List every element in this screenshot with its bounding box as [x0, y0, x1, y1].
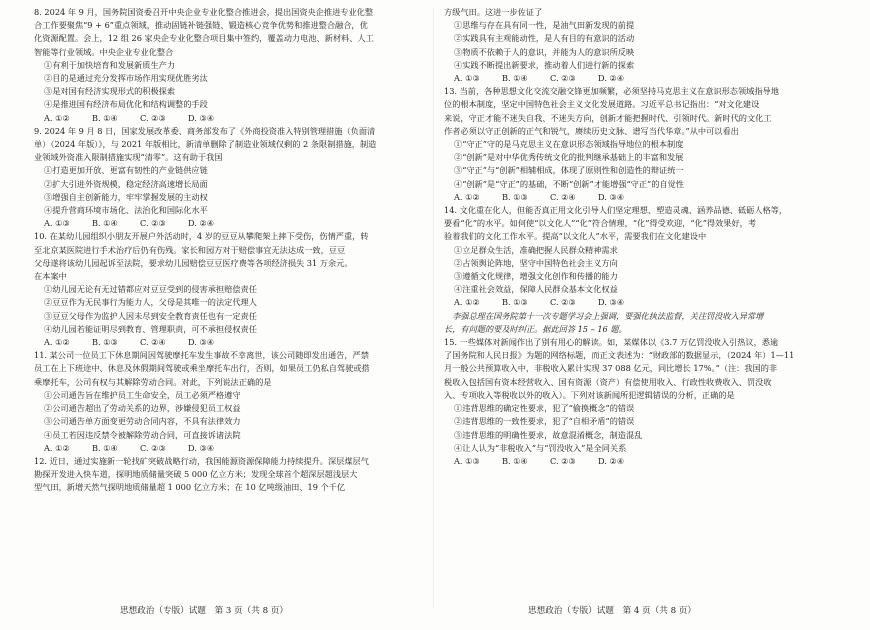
text-line: 13. 当前，各种思想文化交流交融交锋更加频繁，必须坚持马克思主义在意识形态领域指导地	[444, 86, 779, 97]
answer-choices	[444, 296, 836, 309]
text-line: 化资源配置。会上，12 组 26 家央企专业化整合项目集中签约，覆盖动力电池、新材料、人工	[34, 33, 374, 44]
answer-choice: A. ①③	[44, 218, 70, 229]
option-line: ④员工若因违反禁令被解除劳动合同，可直接诉诸法院	[44, 429, 241, 440]
option-line: ③遵循文化规律，增强文化创作和传播的能力	[454, 271, 618, 282]
answer-choice: B. ①④	[502, 455, 528, 466]
text-line: 智能等行业领域。中央企业专业化整合	[34, 46, 174, 57]
option-line: ③物质不依赖于人的意识，并能为人的意识所反映	[454, 46, 635, 57]
option-line: ①打造更加开放、更富有韧性的产业链供应链	[44, 165, 208, 176]
text-line: 验着我们的文化工作水平。提高“以文化人”水平，需要我们在文化建设中	[444, 231, 707, 242]
text-line: 合工作要聚焦“9 + 6”重点领域，推动固链补链强链、锻造核心竞争优势和推进整合融合，优	[34, 20, 368, 31]
option-line: ④提升营商环境市场化、法治化和国际化水平	[44, 205, 208, 216]
answer-choice: C. ②③	[140, 112, 166, 123]
answer-choice: D. ③④	[598, 297, 625, 308]
option-line: ②扩大引进外资规模，稳定经济高速增长局面	[44, 178, 208, 189]
option-line: ②实践具有主观能动性，是人有目的有意识的活动	[454, 33, 635, 44]
option-line: ④让人认为“非税收入”与“罚没收入”是全同关系	[454, 442, 627, 453]
answer-choice: C. ②③	[550, 297, 576, 308]
answer-choice: D. ③④	[188, 337, 215, 348]
text-line: 员工在上下班途中、休息及休假期间驾驶或乘坐摩托车出行，否则，如果员工仍私自驾驶或搭	[34, 363, 370, 374]
option-line: ①幼儿园无论有无过错都应对豆豆受到的侵害承担赔偿责任	[44, 284, 257, 295]
text-line: 作者必须以守正创新的正气和锐气，赓续历史文脉、谱写当代华章。”从中可以看出	[444, 125, 739, 136]
text-line: 9. 2024 年 9 月 8 日，国家发展改革委、商务部发布了《外商投资准入特别管理措施（负面清	[34, 125, 376, 136]
answer-choice: A. ①②	[454, 191, 480, 202]
answer-choice: D. ②④	[188, 218, 215, 229]
answer-choice: A. ①③	[454, 455, 480, 466]
answer-choice: C. ②③	[550, 455, 576, 466]
option-line: ②“创新”是对中华优秀传统文化的批判继承基础上的丰富和发展	[454, 152, 684, 163]
option-line: ④“创新”是“守正”的基础，不断“创新”才能增强“守正”的自觉性	[454, 178, 684, 189]
right-page-column	[444, 6, 836, 468]
option-line: ①违背思维的确定性要求，犯了“偷换概念”的错误	[454, 403, 635, 414]
answer-choice: C. ②④	[140, 337, 166, 348]
option-line: ①“守正”守的是马克思主义在意识形态领域指导地位的根本制度	[454, 139, 684, 150]
option-line: ③增强自主创新能力，牢牢掌握发展的主动权	[44, 191, 208, 202]
option-line: ③违背思维的明确性要求，故意混淆概念，制造混乱	[454, 429, 643, 440]
option-line: ④是推进国有经济布局优化和结构调整的手段	[44, 99, 208, 110]
answer-choice: B. ①④	[92, 442, 118, 453]
answer-choices	[34, 442, 424, 455]
text-line: 税收入包括国有资本经营收入、国有资源（资产）有偿使用收入、行政性收费收入、罚没收	[444, 376, 772, 387]
answer-choice: A. ①②	[44, 337, 70, 348]
answer-choice: A. ①②	[44, 442, 70, 453]
option-line: ③“守正”与“创新”相辅相成，体现了原则性和创造性的辩证统一	[454, 165, 684, 176]
text-line: 月一般公共预算收入中，非税收入累计实现 37 088 亿元，同比增长 17%。”（注：我国的非	[444, 363, 778, 374]
answer-choice: C. ②③	[140, 218, 166, 229]
answer-choices	[444, 455, 836, 468]
option-line: ②违背思维的一致性要求，犯了“自相矛盾”的错误	[454, 416, 635, 427]
answer-choice: B. ①④	[92, 112, 118, 123]
text-line: 入、专项收入等税收以外的收入）。下列对该新闻所犯逻辑错误的分析，正确的是	[444, 389, 735, 400]
text-line: 11. 某公司一位员工下休息期间因驾驶摩托车发生事故不幸离世，该公司随即发出通告，严禁	[34, 350, 369, 361]
answer-choice: D. ②④	[598, 455, 625, 466]
text-line: 勘探开发进入快车道，探明地质储量突破 5 000 亿立方米；发现全球首个超深层超浅层大	[34, 469, 358, 480]
option-line: ④幼儿园若能证明尽到教育、管理职责，可不承担侵权责任	[44, 323, 257, 334]
answer-choices	[444, 72, 836, 85]
text-line: 15. 一些媒体对新闻作出了别有用心的解读。如，某媒体以《3.7 万亿罚没收入引热议，悉逾	[444, 337, 779, 348]
option-line: ②目的是通过充分发挥市场作用实现优胜劣汰	[44, 73, 208, 84]
option-line: ④实践不断提出新要求，推动着人们进行新的探索	[454, 59, 635, 70]
answer-choices	[34, 217, 424, 230]
option-line: ④注重社会效益，保障人民群众基本文化权益	[454, 284, 618, 295]
text-line: 来说，守正才能不迷失自我、不迷失方向，创新才能把握时代、引领时代。新时代的文化工	[444, 112, 772, 123]
answer-choice: C. ②③	[140, 442, 166, 453]
option-line: ③是对国有经济实现形式的积极探索	[44, 86, 176, 97]
text-line: 乘摩托车，公司有权与其解除劳动合同。对此，下列说法正确的是	[34, 376, 272, 387]
answer-choice: A. ①②	[44, 112, 70, 123]
right-page-footer: 思想政治（专版）试题 第 4 页（共 8 页）	[528, 606, 696, 616]
text-line: 在本案中	[34, 271, 67, 282]
option-line: ②占领舆论阵地，坚守中国特色社会主义方向	[454, 257, 618, 268]
text-line: 长，有问题的要及时纠正。据此回答 15 – 16 题。	[444, 323, 627, 334]
option-line: ②公司通告超出了劳动关系的边界，涉嫌侵犯员工权益	[44, 403, 241, 414]
option-line: ①思维与存在具有同一性，是油气田新发现的前提	[454, 20, 635, 31]
answer-choice: B. ①③	[502, 297, 528, 308]
text-line: 父母遂将该幼儿园起诉至法院，要求幼儿园赔偿豆豆医疗费等各项经济损失 31 万余元。	[34, 257, 353, 268]
text-line: 8. 2024 年 9 月，国务院国资委召开中央企业专业化整合推进会，提出国资央企推进专业化整	[34, 7, 374, 17]
answer-choices	[34, 336, 424, 349]
text-line: 要看“化”的水平。如何使“以文化人”“化”符合情理，“化”得受欢迎，“化”得效果好，考	[444, 218, 757, 229]
answer-choices	[34, 112, 424, 125]
text-line: 位的根本制度，坚定中国特色社会主义文化发展道路。习近平总书记指出：“对文化建设	[444, 99, 760, 110]
answer-choice: B. ①④	[92, 218, 118, 229]
answer-choice: A. ①③	[454, 73, 480, 84]
answer-choice: C. ②④	[550, 191, 576, 202]
answer-choice: C. ②③	[550, 73, 576, 84]
answer-choice: D. ③④	[188, 112, 215, 123]
answer-choice: A. ①②	[454, 297, 480, 308]
option-line: ③豆豆父母作为监护人因未尽到安全教育责任也有一定责任	[44, 310, 257, 321]
text-line: 型气田，新增天然气探明地质储量超 1 000 亿立方米；在 10 亿吨级油田、19 个千亿	[34, 482, 346, 493]
text-line: 至北京某医院进行手术治疗后仍有伤残。家长和园方对于赔偿事宜无法达成一致，豆豆	[34, 244, 346, 255]
option-line: ②豆豆作为无民事行为能力人，父母是其唯一的法定代理人	[44, 297, 257, 308]
text-line: 业领域外资准入限制措施实现“清零”。这有助于我国	[34, 152, 223, 163]
answer-choice: B. ①③	[92, 337, 118, 348]
text-line: 了国务院和人民日报》为题的网络标题，而正文表述为：“财政部的数据显示，（2024 年）1—11	[444, 350, 795, 361]
option-line: ①立足群众生活，准确把握人民群众精神需求	[454, 244, 618, 255]
answer-choice: B. ①④	[502, 73, 528, 84]
option-line: ①有利于加快培育和发展新质生产力	[44, 59, 176, 70]
answer-choice: B. ①③	[502, 191, 528, 202]
answer-choice: D. ③④	[188, 442, 215, 453]
text-line: 10. 在某幼儿园组织小朋友开展户外活动时，4 岁的豆豆从攀爬架上摔下受伤，伤情严重，转	[34, 231, 369, 242]
page-divider	[433, 8, 434, 608]
text-line: 李强总理在国务院第十一次专题学习会上强调，要强化执法监督，关注罚没收入异常增	[444, 310, 764, 321]
text-line: 14. 文化重在化人，但能否真正用文化引导人们坚定理想、塑造灵魂、涵养品德、砥砺人格等，	[444, 205, 788, 216]
option-line: ③公司通告单方面变更劳动合同内容，不具有法律效力	[44, 416, 241, 427]
option-line: ①公司通告旨在维护员工生命安全，员工必须严格遵守	[44, 389, 241, 400]
text-line: 方级气田。这进一步佐证了	[444, 7, 543, 17]
answer-choices	[444, 191, 836, 204]
text-line: 单）（2024 年版）》，与 2021 年版相比，新清单删除了制造业领域仅剩的 2 条限制措施，制造	[34, 139, 377, 150]
left-page-footer: 思想政治（专版）试题 第 3 页（共 8 页）	[120, 606, 288, 616]
answer-choice: D. ②④	[598, 73, 625, 84]
text-line: 12. 近日，通过实施新一轮找矿突破战略行动，我国能源资源保障能力持续提升。深层煤层气	[34, 455, 369, 466]
answer-choice: D. ③④	[598, 191, 625, 202]
left-page-column	[34, 6, 424, 495]
